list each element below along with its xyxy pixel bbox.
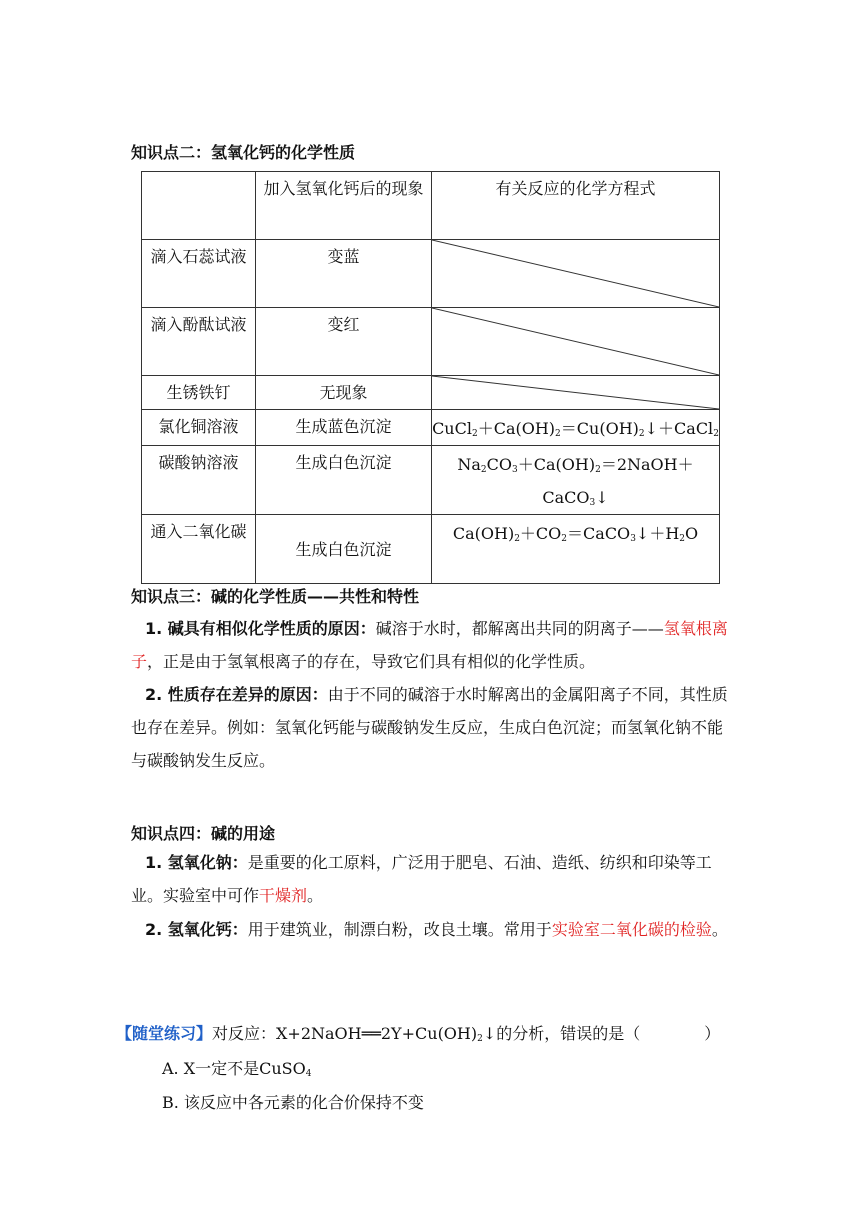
text: 用于建筑业，制漂白粉，改良土壤。常用于	[247, 920, 552, 939]
table-row	[142, 515, 720, 584]
label-reason-differ: 2. 性质存在差异的原因：	[145, 685, 328, 704]
table-row	[142, 376, 720, 410]
table-row	[142, 308, 720, 376]
label-sodium-hydroxide: 1. 氢氧化钠：	[145, 853, 248, 872]
question-text: ↓的分析，错误的是（ ）	[482, 1024, 721, 1043]
highlight-text: 实验室二氧化碳的检验	[551, 920, 712, 939]
section-4-paragraph-2	[131, 913, 731, 946]
test-cell: 滴入酚酞试液	[142, 308, 256, 376]
practice-label: 【随堂练习】	[116, 1024, 213, 1043]
label-calcium-hydroxide: 2. 氢氧化钙：	[145, 920, 248, 939]
table-row	[142, 240, 720, 308]
test-cell: 通入二氧化碳	[142, 515, 256, 584]
calcium-hydroxide-table	[141, 171, 720, 584]
equation-cell: $Ca(OH)_2+CO_2=CaCO_3↓+H_2O$	[432, 515, 720, 584]
diagonal-line	[432, 308, 719, 375]
section-3-title: 知识点三：碱的化学性质——共性和特性	[131, 587, 420, 606]
section-2-title: 知识点二：氢氧化钙的化学性质	[131, 143, 356, 162]
text: ，正是由于氢氧根离子的存在，导致它们具有相似的化学性质。	[147, 652, 596, 671]
section-3-paragraph-1	[131, 612, 731, 678]
test-cell: 滴入石蕊试液	[142, 240, 256, 308]
result-cell: 生成白色沉淀	[256, 515, 432, 584]
section-4-paragraph-1	[131, 846, 731, 912]
text: 是重要的化工原料，广泛用于肥皂、石油、造纸、纺织和印染等工业。实验室中可作	[131, 853, 712, 905]
text: 。	[307, 886, 324, 905]
option-b: B. 该反应中各元素的化合价保持不变	[162, 1093, 424, 1112]
label-reason-similar: 1. 碱具有相似化学性质的原因：	[145, 619, 376, 638]
equation-cell-not-applicable	[432, 240, 720, 308]
result-cell: 生成白色沉淀	[256, 446, 432, 515]
result-cell: 生成蓝色沉淀	[256, 410, 432, 446]
text: 由于不同的碱溶于水时解离出的金属阳离子不同，其性质也存在差异。例如：氢氧化钙能与碳酸钠发生反应，生成白色沉淀；而氢氧化钠不能与碳酸钠发生反应。	[131, 685, 728, 770]
table-row	[142, 410, 720, 446]
text: 。	[711, 920, 728, 939]
option-a: A. X一定不是CuSO$_4$	[162, 1059, 312, 1079]
result-cell: 变蓝	[256, 240, 432, 308]
table-header-row	[142, 172, 720, 240]
section-4-title: 知识点四：碱的用途	[131, 824, 276, 843]
practice-question: 【随堂练习】对反应：$X+2NaOH══2Y+Cu(OH)_2↓$的分析，错误的是（ ）	[116, 1024, 721, 1044]
highlight-text: 干燥剂	[259, 886, 308, 905]
highlight-text: 氢氧根离子	[131, 619, 728, 671]
equation-cell-not-applicable	[432, 376, 720, 410]
test-cell: 碳酸钠溶液	[142, 446, 256, 515]
result-cell: 无现象	[256, 376, 432, 410]
header-cell-phenomenon: 加入氢氧化钙后的现象	[256, 172, 432, 240]
section-3-paragraph-2	[131, 678, 731, 777]
diagonal-line	[432, 376, 719, 409]
header-cell-empty	[142, 172, 256, 240]
equation-cell: $Na_2CO_3+Ca(OH)_2=2NaOH+CaCO_3↓$	[432, 446, 720, 515]
diagonal-line	[432, 240, 719, 307]
result-cell: 变红	[256, 308, 432, 376]
header-cell-equation: 有关反应的化学方程式	[432, 172, 720, 240]
equation-cell: $CuCl_2+Ca(OH)_2=Cu(OH)_2↓+CaCl_2$	[432, 410, 720, 446]
table-row	[142, 446, 720, 515]
text: 碱溶于水时，都解离出共同的阴离子——	[375, 619, 664, 638]
question-text: 对反应：X+2NaOH══2Y+Cu(OH)	[212, 1024, 478, 1043]
equation-cell-not-applicable	[432, 308, 720, 376]
test-cell: 氯化铜溶液	[142, 410, 256, 446]
test-cell: 生锈铁钉	[142, 376, 256, 410]
